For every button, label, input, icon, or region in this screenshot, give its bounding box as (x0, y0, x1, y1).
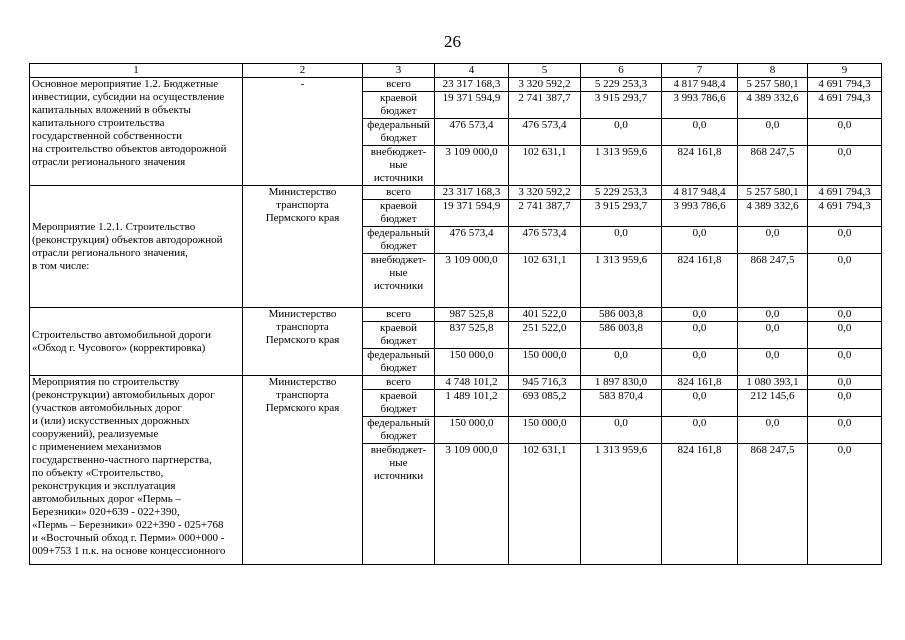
funding-source: всего (363, 308, 435, 322)
column-number: 3 (363, 64, 435, 78)
amount-cell: 945 716,3 (509, 376, 581, 390)
amount-cell: 3 109 000,0 (435, 444, 509, 565)
amount-cell: 19 371 594,9 (435, 200, 509, 227)
amount-cell: 0,0 (662, 308, 738, 322)
amount-cell: 693 085,2 (509, 390, 581, 417)
amount-cell: 0,0 (808, 322, 882, 349)
amount-cell: 0,0 (581, 227, 662, 254)
amount-cell: 987 525,8 (435, 308, 509, 322)
amount-cell: 824 161,8 (662, 376, 738, 390)
amount-cell: 583 870,4 (581, 390, 662, 417)
column-number: 6 (581, 64, 662, 78)
funding-source: всего (363, 186, 435, 200)
amount-cell: 0,0 (738, 349, 808, 376)
amount-cell: 4 817 948,4 (662, 78, 738, 92)
amount-cell: 3 109 000,0 (435, 254, 509, 308)
funding-source: федеральный бюджет (363, 349, 435, 376)
funding-source: краевой бюджет (363, 390, 435, 417)
amount-cell: 102 631,1 (509, 254, 581, 308)
amount-cell: 4 691 794,3 (808, 200, 882, 227)
responsible-executor: Министерство транспорта Пермского края (243, 308, 363, 376)
activity-description: Мероприятие 1.2.1. Строительство (реконструкция) объектов автодорожной отрасли регионального значения, в том числе: (30, 186, 243, 308)
amount-cell: 0,0 (581, 417, 662, 444)
amount-cell: 586 003,8 (581, 322, 662, 349)
amount-cell: 5 229 253,3 (581, 186, 662, 200)
amount-cell: 0,0 (662, 322, 738, 349)
funding-source: внебюджет- ные источники (363, 146, 435, 186)
amount-cell: 0,0 (662, 349, 738, 376)
amount-cell: 2 741 387,7 (509, 200, 581, 227)
amount-cell: 4 389 332,6 (738, 92, 808, 119)
responsible-executor: - (243, 78, 363, 186)
amount-cell: 23 317 168,3 (435, 78, 509, 92)
amount-cell: 4 817 948,4 (662, 186, 738, 200)
amount-cell: 476 573,4 (509, 227, 581, 254)
amount-cell: 868 247,5 (738, 146, 808, 186)
amount-cell: 868 247,5 (738, 444, 808, 565)
amount-cell: 0,0 (808, 444, 882, 565)
amount-cell: 2 741 387,7 (509, 92, 581, 119)
amount-cell: 0,0 (808, 227, 882, 254)
amount-cell: 1 080 393,1 (738, 376, 808, 390)
amount-cell: 824 161,8 (662, 444, 738, 565)
amount-cell: 868 247,5 (738, 254, 808, 308)
amount-cell: 1 897 830,0 (581, 376, 662, 390)
amount-cell: 4 748 101,2 (435, 376, 509, 390)
amount-cell: 4 691 794,3 (808, 186, 882, 200)
funding-source: краевой бюджет (363, 200, 435, 227)
amount-cell: 476 573,4 (509, 119, 581, 146)
amount-cell: 150 000,0 (435, 417, 509, 444)
responsible-executor: Министерство транспорта Пермского края (243, 376, 363, 565)
column-number: 5 (509, 64, 581, 78)
budget-table (29, 63, 882, 565)
amount-cell: 212 145,6 (738, 390, 808, 417)
amount-cell: 150 000,0 (509, 417, 581, 444)
amount-cell: 150 000,0 (509, 349, 581, 376)
amount-cell: 3 320 592,2 (509, 78, 581, 92)
activity-description: Строительство автомобильной дороги «Обход г. Чусового» (корректировка) (30, 308, 243, 376)
amount-cell: 0,0 (808, 146, 882, 186)
amount-cell: 0,0 (662, 390, 738, 417)
funding-source: всего (363, 78, 435, 92)
amount-cell: 102 631,1 (509, 146, 581, 186)
amount-cell: 0,0 (662, 417, 738, 444)
amount-cell: 824 161,8 (662, 254, 738, 308)
amount-cell: 3 993 786,6 (662, 92, 738, 119)
table-row (30, 308, 882, 322)
amount-cell: 3 320 592,2 (509, 186, 581, 200)
funding-source: краевой бюджет (363, 92, 435, 119)
funding-source: федеральный бюджет (363, 227, 435, 254)
amount-cell: 4 691 794,3 (808, 78, 882, 92)
funding-source: всего (363, 376, 435, 390)
amount-cell: 19 371 594,9 (435, 92, 509, 119)
funding-source: внебюджет- ные источники (363, 444, 435, 565)
amount-cell: 0,0 (808, 376, 882, 390)
amount-cell: 0,0 (581, 119, 662, 146)
table-row (30, 376, 882, 390)
amount-cell: 824 161,8 (662, 146, 738, 186)
amount-cell: 1 313 959,6 (581, 254, 662, 308)
table-row (30, 78, 882, 92)
table-row (30, 186, 882, 200)
funding-source: краевой бюджет (363, 322, 435, 349)
column-number: 1 (30, 64, 243, 78)
amount-cell: 5 257 580,1 (738, 186, 808, 200)
amount-cell: 1 313 959,6 (581, 444, 662, 565)
funding-source: федеральный бюджет (363, 417, 435, 444)
amount-cell: 0,0 (738, 322, 808, 349)
amount-cell: 4 691 794,3 (808, 92, 882, 119)
column-number: 8 (738, 64, 808, 78)
amount-cell: 0,0 (738, 227, 808, 254)
amount-cell: 3 915 293,7 (581, 200, 662, 227)
amount-cell: 586 003,8 (581, 308, 662, 322)
amount-cell: 401 522,0 (509, 308, 581, 322)
amount-cell: 0,0 (738, 417, 808, 444)
amount-cell: 837 525,8 (435, 322, 509, 349)
amount-cell: 150 000,0 (435, 349, 509, 376)
amount-cell: 5 257 580,1 (738, 78, 808, 92)
amount-cell: 102 631,1 (509, 444, 581, 565)
amount-cell: 23 317 168,3 (435, 186, 509, 200)
amount-cell: 476 573,4 (435, 227, 509, 254)
amount-cell: 476 573,4 (435, 119, 509, 146)
amount-cell: 0,0 (808, 417, 882, 444)
amount-cell: 0,0 (808, 119, 882, 146)
amount-cell: 0,0 (662, 227, 738, 254)
amount-cell: 0,0 (808, 308, 882, 322)
amount-cell: 251 522,0 (509, 322, 581, 349)
activity-description: Основное мероприятие 1.2. Бюджетные инвестиции, субсидии на осуществление капитальных вложений в объекты капитального строительства государственной собственности на строительство объектов автодорожной отрасли регионального значения (30, 78, 243, 186)
funding-source: федеральный бюджет (363, 119, 435, 146)
amount-cell: 0,0 (738, 119, 808, 146)
column-number-row (30, 64, 882, 78)
amount-cell: 0,0 (808, 349, 882, 376)
amount-cell: 3 109 000,0 (435, 146, 509, 186)
page-number: 26 (444, 32, 461, 51)
column-number: 9 (808, 64, 882, 78)
amount-cell: 0,0 (808, 254, 882, 308)
amount-cell: 0,0 (581, 349, 662, 376)
column-number: 4 (435, 64, 509, 78)
column-number: 7 (662, 64, 738, 78)
amount-cell: 1 489 101,2 (435, 390, 509, 417)
amount-cell: 5 229 253,3 (581, 78, 662, 92)
funding-source: внебюджет- ные источники (363, 254, 435, 308)
responsible-executor: Министерство транспорта Пермского края (243, 186, 363, 308)
amount-cell: 3 915 293,7 (581, 92, 662, 119)
amount-cell: 0,0 (662, 119, 738, 146)
amount-cell: 4 389 332,6 (738, 200, 808, 227)
amount-cell: 3 993 786,6 (662, 200, 738, 227)
amount-cell: 0,0 (738, 308, 808, 322)
activity-description: Мероприятия по строительству (реконструкции) автомобильных дорог (участков автомобильных дорог и (или) искусственных дорожных сооружений), реализуемые с применением механизмов государственно-частного партнерства, по объекту «Строительство, реконструкция и эксплуатация автомобильных дорог «Пермь – Березники» 020+639 - 022+390, «Пермь – Березники» 022+390 - 025+768 и «Восточный обход г. Перми» 000+000 - 009+753 1 п.к. на основе концессионного (30, 376, 243, 565)
budget-table-body (30, 64, 882, 565)
amount-cell: 0,0 (808, 390, 882, 417)
column-number: 2 (243, 64, 363, 78)
amount-cell: 1 313 959,6 (581, 146, 662, 186)
